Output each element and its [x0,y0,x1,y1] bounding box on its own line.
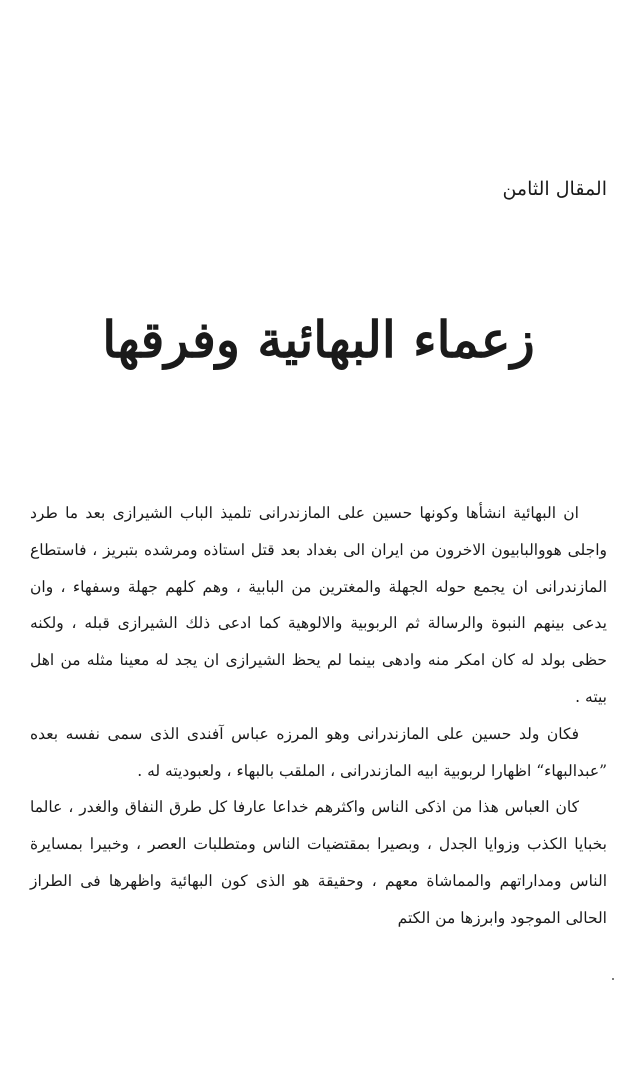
paragraph-1: ان البهائية انشأها وكونها حسين على المازندرانى تلميذ الباب الشيرازى بعد ما طرد واجلى هووالبابيون الاخرون من ايران الى بغداد بعد قتل استاذه ومرشده بتبريز ، فاستطاع المازندرانى ان يجمع حوله الجهلة والمغترين من البابية ، وهم كلهم جهلة وسفهاء ، وان يدعى بينهم النبوة والرسالة ثم الربوبية والالوهية كما ادعى ذلك الشيرازى قبله ، ولكنه حظى بولد له كان امكر منه وادهى بينما لم يحظ الشيرازى ان يجد له معينا مثله من اهل بيته . [30,504,607,706]
running-head: المقال الثامن [502,178,607,200]
scan-speck [612,978,614,980]
chapter-title: زعماء البهائية وفرقها [102,310,535,369]
paragraph-2: فكان ولد حسين على المازندرانى وهو المرزه عباس آفندى الذى سمى نفسه بعده ”عبدالبهاء“ اظهارا لربوبية ابيه المازندرانى ، الملقب بالبهاء ، ولعبوديته له . [30,724,607,780]
paragraph-3: كان العباس هذا من اذكى الناس واكثرهم خداعا عارفا كل طرق النفاق والغدر ، عالما بخبايا الكذب وزوايا الجدل ، وبصيرا بمقتضيات الناس ومتطلبات العصر ، وخبيرا بمسايرة الناس ومداراتهم والمماشاة معهم ، وحقيقة هو الذى كون البهائية واظهرها فى الطراز الحالى الموجود وابرزها من الكتم [30,798,607,927]
body-text [30,495,607,937]
